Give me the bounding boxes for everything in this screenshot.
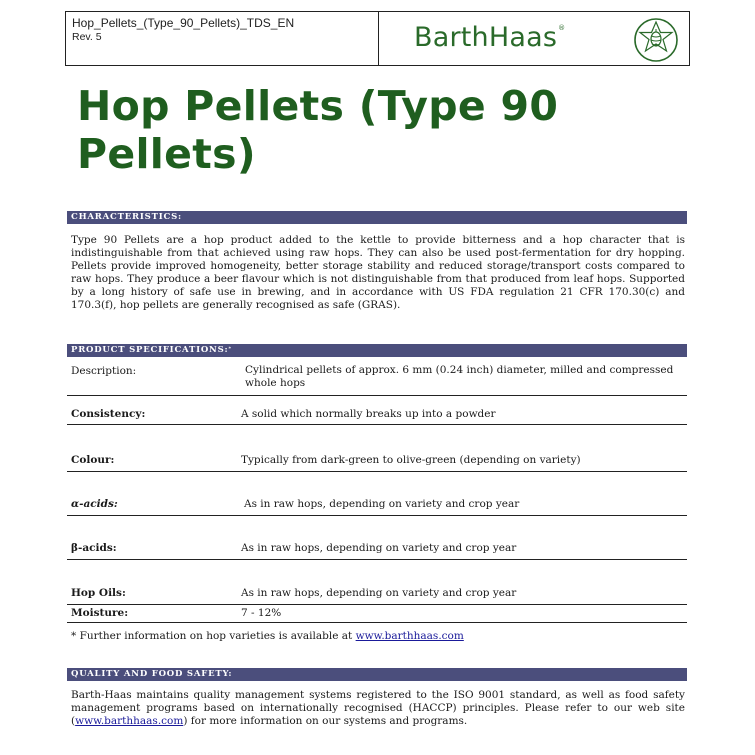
specifications-footnote [71,630,464,642]
brand-name: BarthHaas [414,22,558,53]
document-revision: Rev. 5 [72,31,102,43]
document-id: Hop_Pellets_(Type_90_Pellets)_TDS_EN [72,16,295,30]
hop-cone-star-icon [633,17,679,63]
spec-row-description [67,358,687,396]
characteristics-text: Type 90 Pellets are a hop product added to the kettle to provide bitterness and a hop character that is indistinguishable from that achieved using raw hops. They can also be used post-fermentation for dry hopping. Pellets provide improved homogeneity, better storage stability and reduced storage/transport costs compared to raw hops. They produce a beer flavour which is not distinguishable from that produced from leaf hops. Supported by a long history of safe use in brewing, and in accordance with US FDA regulation 21 CFR 170.30(c) and 170.3(f), hop pellets are generally recognised as safe (GRAS). [71,234,685,311]
spec-row-hop-oils [67,560,687,605]
registered-mark: ® [558,24,566,32]
spec-label-moisture: Moisture: [71,607,129,619]
spec-value-colour: Typically from dark-green to olive-green (depending on variety) [241,454,581,466]
spec-value-beta-acids: As in raw hops, depending on variety and crop year [241,542,517,554]
quality-food-safety-heading: QUALITY AND FOOD SAFETY: [67,668,687,681]
spec-label-consistency: Consistency: [71,408,146,420]
spec-row-consistency [67,396,687,425]
brand-wordmark [414,22,565,53]
footnote-text: * Further information on hop varieties is available at [71,630,356,642]
document-info-cell [66,12,379,65]
page-title: Hop Pellets (Type 90 Pellets) [77,82,559,178]
quality-text-end: ) for more information on our systems and programs. [183,715,468,727]
footnote-website-link[interactable]: www.barthhaas.com [355,630,464,642]
quality-text-main: Barth-Haas maintains quality management systems registered to the ISO 9001 standard, as well as food safety management programs based on internationally recognised (HACCP) principles. Please refer to our web site ( [71,689,685,727]
spec-label-beta-acids: β-acids: [71,542,117,554]
spec-label-hop-oils: Hop Oils: [71,587,126,599]
spec-value-alpha-acids: As in raw hops, depending on variety and crop year [244,498,520,510]
spec-value-hop-oils: As in raw hops, depending on variety and crop year [241,587,517,599]
spec-label-alpha-acids: α-acids: [71,498,118,510]
product-specifications-heading [67,344,687,357]
spec-label-description: Description: [71,365,137,377]
spec-value-description: Cylindrical pellets of approx. 6 mm (0.24 inch) diameter, milled and compressed whole hops [245,364,674,389]
spec-label-colour: Colour: [71,454,115,466]
quality-website-link[interactable]: www.barthhaas.com [75,715,184,727]
spec-value-consistency: A solid which normally breaks up into a powder [241,408,496,420]
spec-row-alpha-acids [67,472,687,516]
spec-row-moisture [67,605,687,623]
document-header [65,11,690,66]
specifications-heading-mark: * [228,346,232,352]
spec-row-beta-acids [67,516,687,560]
specifications-heading-text: PRODUCT SPECIFICATIONS: [71,345,229,355]
quality-text [71,689,685,728]
spec-row-colour [67,425,687,472]
characteristics-heading: CHARACTERISTICS: [67,211,687,224]
spec-value-moisture: 7 - 12% [241,607,282,619]
